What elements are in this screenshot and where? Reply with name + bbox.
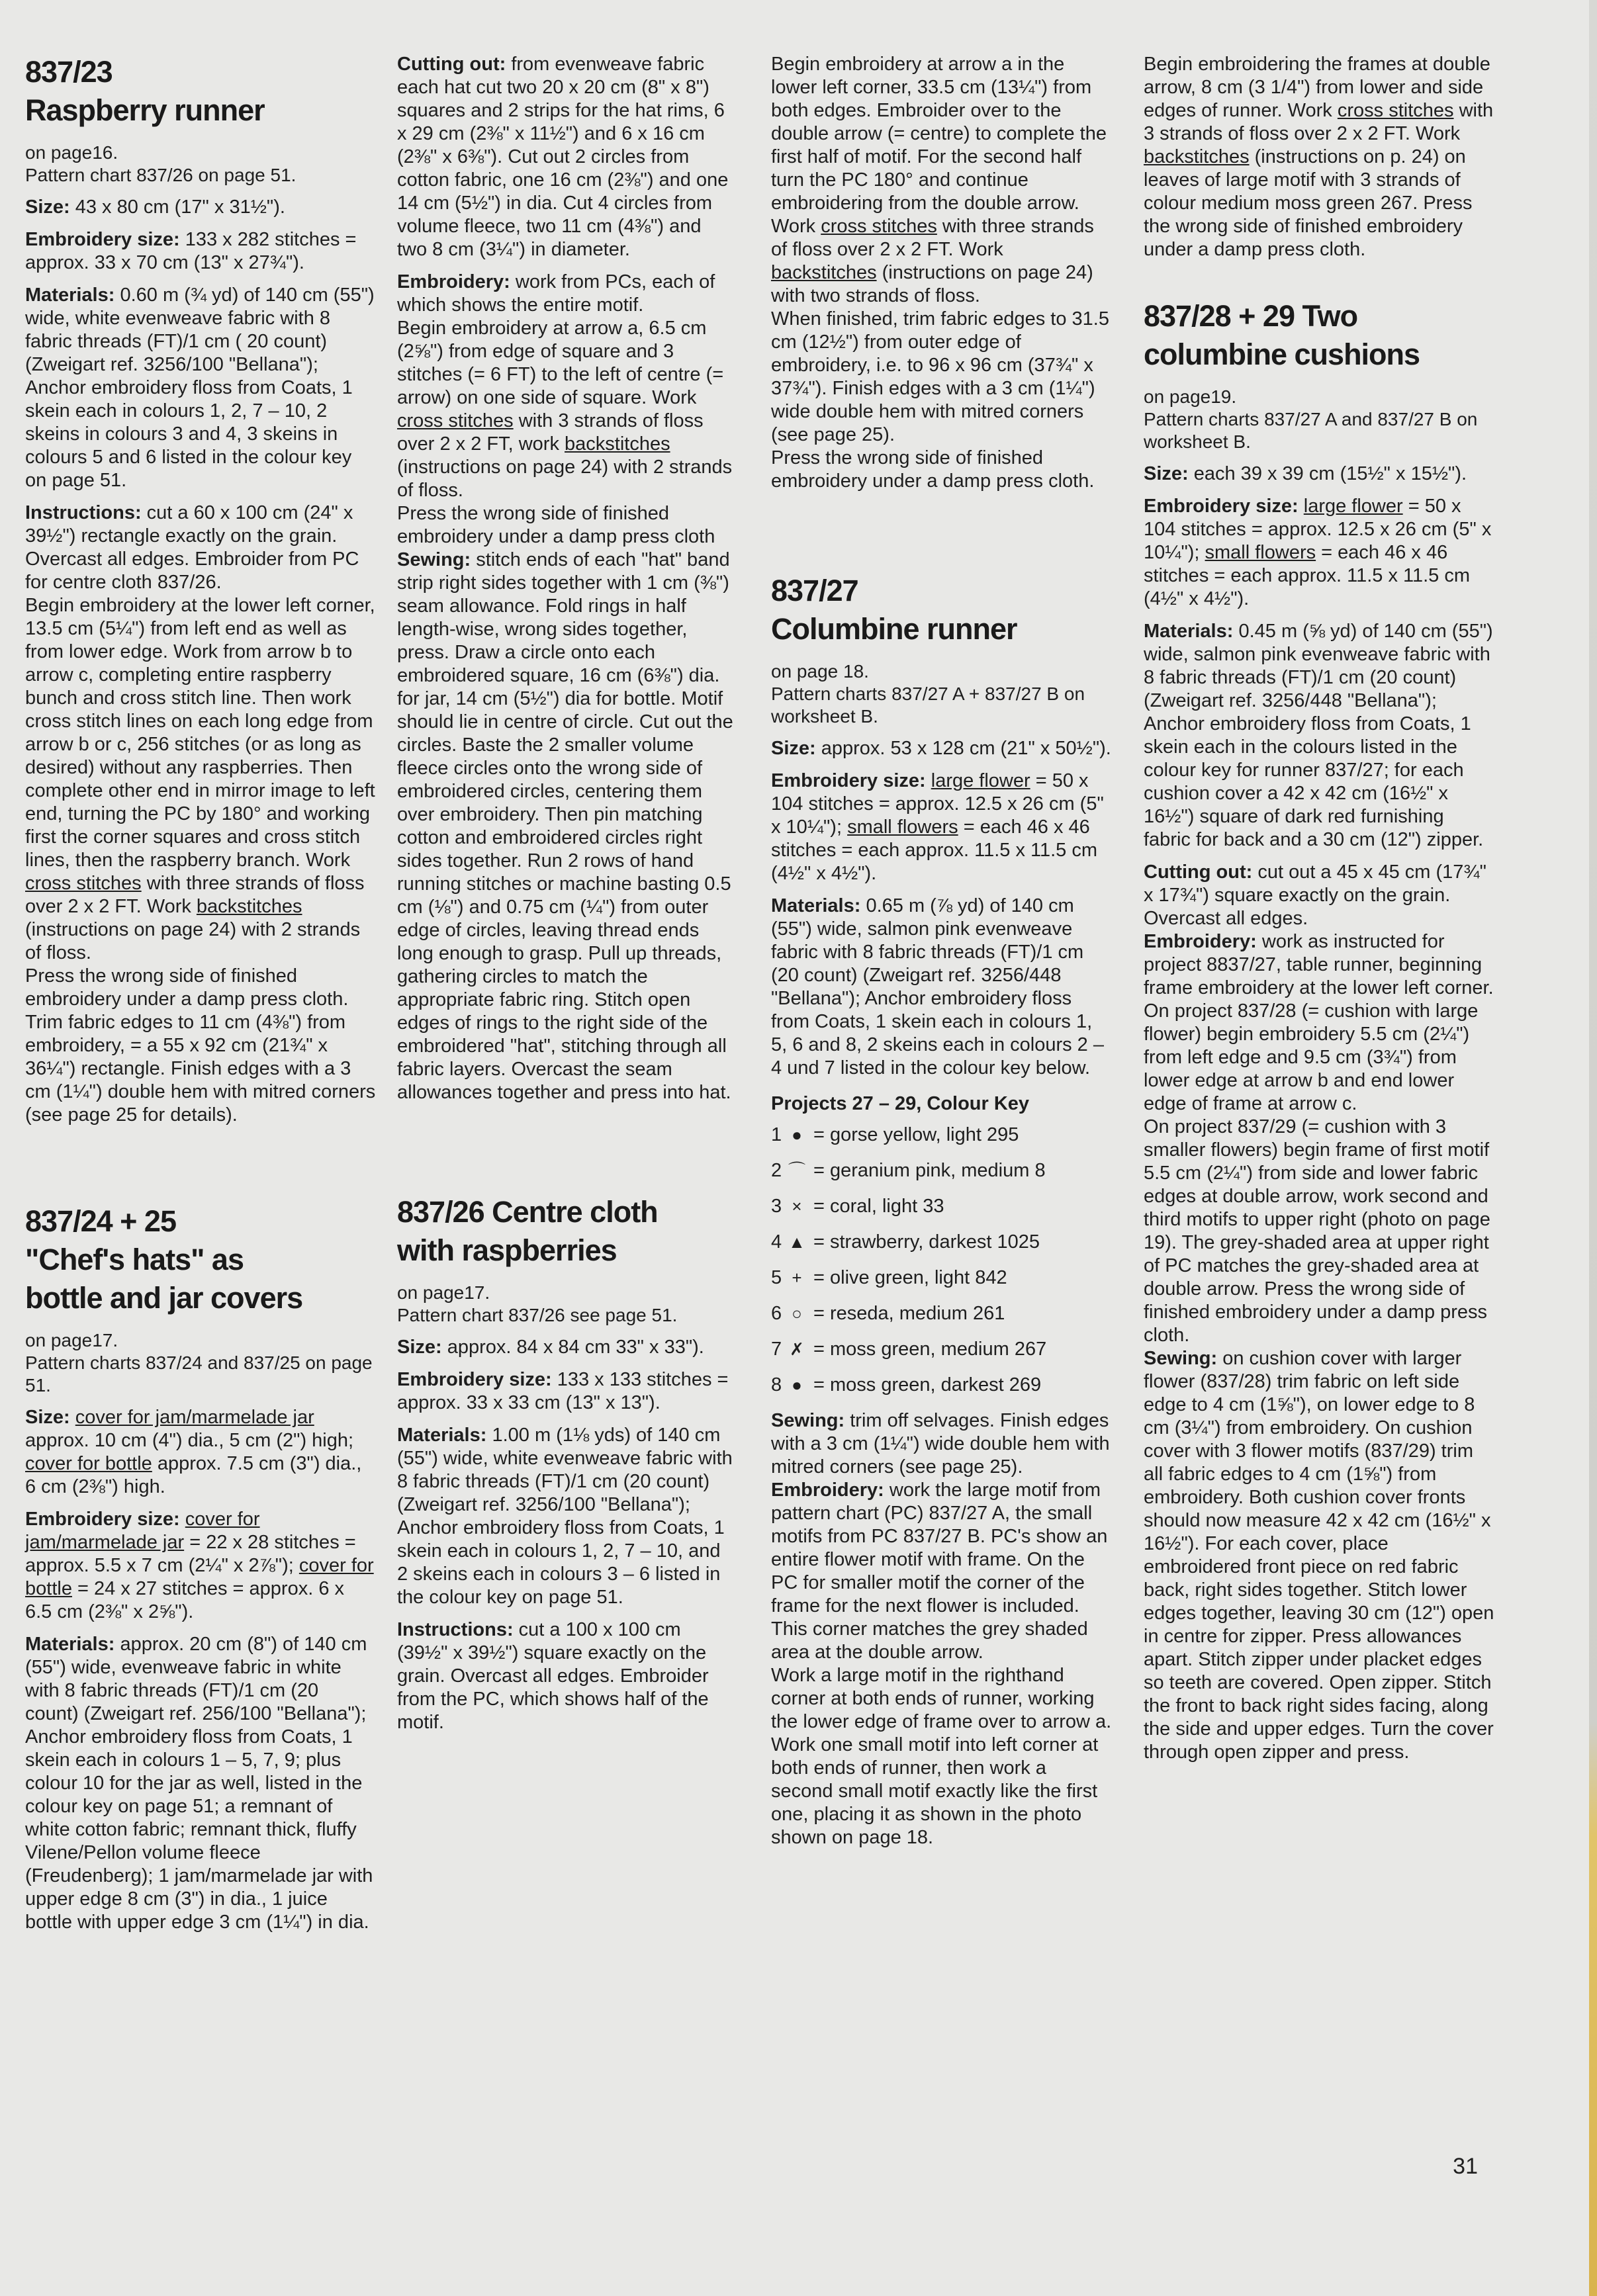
section-title: with raspberries bbox=[397, 1233, 617, 1267]
colour-number: 3 bbox=[771, 1196, 782, 1217]
section-code: 837/24 + 25 bbox=[25, 1204, 176, 1238]
section-837-26-heading bbox=[397, 1193, 735, 1270]
embroidery-size-line: Embroidery size: cover for jam/marmelade jar = 22 x 28 stitches = approx. 5.5 x 7 cm (2¼" x 2⅞"); cover for bottle = 24 x 27 stitches = approx. 6 x 6.5 cm (2⅜" x 2⅝"). bbox=[25, 1509, 374, 1622]
stitch-symbol-icon: ● bbox=[792, 1375, 802, 1395]
instructions-line bbox=[25, 502, 376, 594]
size-line: Size: approx. 53 x 128 cm (21" x 50½"). bbox=[771, 738, 1111, 759]
photo-page-ref: on page 18. bbox=[771, 661, 869, 682]
colour-key bbox=[771, 1124, 1112, 1397]
embroidery-line: Embroidery: work from PCs, each of which shows the entire motif. bbox=[397, 271, 715, 316]
page-number: 31 bbox=[1453, 2154, 1478, 2179]
colour-number: 1 bbox=[771, 1124, 782, 1145]
colour-description: = moss green, medium 267 bbox=[813, 1339, 1047, 1360]
embroidery-size-line: Embroidery size: large flower = 50 x 104 stitches = approx. 12.5 x 26 cm (5" x 10¼"); small flowers = each 46 x 46 stitches = each approx. 11.5 x 11.5 cm (4½" x 4½"). bbox=[1144, 496, 1492, 609]
colour-key-row bbox=[771, 1159, 1112, 1182]
stitch-symbol-icon: ⌒ bbox=[788, 1161, 805, 1180]
section-title: columbine cushions bbox=[1144, 337, 1420, 371]
section-title: Columbine runner bbox=[771, 612, 1017, 646]
size-line: Size: each 39 x 39 cm (15½" x 15½"). bbox=[1144, 463, 1467, 484]
cutting-out-line: Cutting out: from evenweave fabric each hat cut two 20 x 20 cm (8" x 8") squares and 2 strips for the hat rims, 6 x 29 cm (2⅜" x 11½") and 6 x 16 cm (2⅜" x 6⅜"). Cut out 2 circles from cotton fabric, one 16 cm (2⅜") and one 14 cm (5½") in dia. Cut 4 circles from volume fleece, two 11 cm (4⅜") and two 8 cm (3¼") in diameter. bbox=[397, 54, 729, 260]
colour-key-row bbox=[771, 1374, 1112, 1397]
photo-page-ref: on page17. bbox=[25, 1330, 118, 1350]
section-code: 837/23 bbox=[25, 55, 113, 89]
instructions-line: Instructions: cut a 100 x 100 cm (39½" x 39½") square exactly on the grain. Overcast all edges. Embroider from the PC, which shows half of the motif. bbox=[397, 1619, 709, 1733]
stitch-symbol-icon: ○ bbox=[792, 1303, 802, 1323]
paragraph: Begin embroidery at arrow a, 6.5 cm (2⅝") from edge of square and 3 stitches (= 6 FT) to the left of centre (= arrow) on one side of square. Work cross stitches with 3 strands of floss over 2 x 2 FT, work backstitches (instructions on page 24) with 2 strands of floss. bbox=[397, 318, 733, 501]
colour-number: 2 bbox=[771, 1160, 782, 1181]
materials-value: 0.60 m (¾ yd) of 140 cm (55") wide, white evenweave fabric with 8 fabric threads (FT)/1 cm ( 20 count) (Zweigart ref. 3256/100 "Bellana"); Anchor embroidery floss from Coats, 1 skein each in colours 1, 2, 7 – 10, 2 skeins in colours 3 and 4, 3 skeins in colours 5 and 6 listed in the colour key on page 51. bbox=[25, 285, 375, 491]
colour-key-row bbox=[771, 1338, 1112, 1361]
sewing-line: Sewing: on cushion cover with larger flower (837/28) trim fabric on left side edge to 4 cm (1⅝"), on lower edge to 8 cm (3¼") from embroidery. On cushion cover with 3 flower motifs (837/29) trim all fabric edges to 4 cm (1⅝") from embroidery. Both cushion cover fronts should now measure 42 x 42 cm (16½" x 16½"). For each cover, place embroidered front piece on red fabric back, right sides together. Stitch lower edges together, leaving 30 cm (12") open in centre for zipper. Press allowances apart. Stitch zipper under placket edges so teeth are covered. Open zipper. Stitch the front to back right sides facing, along the side and upper edges. Turn the cover through open zipper and press. bbox=[1144, 1348, 1494, 1763]
chart-ref: Pattern chart 837/26 see page 51. bbox=[397, 1305, 678, 1325]
stitch-symbol-icon: ● bbox=[792, 1125, 802, 1145]
paragraph: When finished, trim fabric edges to 31.5 cm (12½") from outer edge of embroidery, i.e. to 96 x 96 cm (37¾" x 37¾"). Finish edges with a 3 cm (1¼") wide double hem with mitred corners (see page 25). bbox=[771, 308, 1109, 445]
backstitches-term: backstitches bbox=[196, 896, 302, 917]
stitch-symbol-icon: ✗ bbox=[790, 1339, 804, 1359]
instructions-value: cut a 60 x 100 cm (24" x 39½") rectangle exactly on the grain. Overcast all edges. Embroider from PC for centre cloth 837/26. bbox=[25, 502, 359, 593]
colour-description: = geranium pink, medium 8 bbox=[813, 1160, 1046, 1181]
colour-description: = gorse yellow, light 295 bbox=[813, 1124, 1019, 1145]
materials-line: Materials: 1.00 m (1⅛ yds) of 140 cm (55") wide, white evenweave fabric with 8 fabric threads (FT)/1 cm (20 count) (Zweigart ref. 3256/100 "Bellana"); Anchor embroidery floss from Coats, 1 skein each in colours 1, 2, 7 – 10, and 2 skeins each in colours 3 – 6 listed in the colour key on page 51. bbox=[397, 1425, 733, 1608]
paragraph: Press the wrong side of finished embroidery under a damp press cloth bbox=[397, 503, 715, 547]
colour-number: 4 bbox=[771, 1231, 782, 1253]
column-4 bbox=[1144, 53, 1494, 1773]
embroidery-size-line bbox=[25, 228, 376, 275]
paragraph: Work cross stitches with three strands of floss over 2 x 2 FT. Work backstitches (instructions on page 24) with two strands of floss. bbox=[771, 216, 1094, 306]
sewing-line: Sewing: trim off selvages. Finish edges with a 3 cm (1¼") wide double hem with mitred corners (see page 25). bbox=[771, 1410, 1110, 1478]
colour-key-row bbox=[771, 1231, 1112, 1254]
embroidery-line: Embroidery: work the large motif from pattern chart (PC) 837/27 A, the small motifs from PC 837/27 B. PC's show an entire flower motif with frame. On the PC for smaller motif the corner of the frame for the next flower is included. This corner matches the grey shaded area at the double arrow. bbox=[771, 1479, 1108, 1663]
cross-stitches-term: cross stitches bbox=[25, 873, 142, 894]
paragraph: Begin embroidery at arrow a in the lower left corner, 33.5 cm (13¼") from both edges. Embroider over to the double arrow (= centre) to complete the first half of motif. For the second half turn the PC 180° and continue embroidering from the double arrow. bbox=[771, 54, 1107, 214]
colour-key-row bbox=[771, 1302, 1112, 1325]
section-code: 837/27 bbox=[771, 574, 858, 607]
section-title: 837/28 + 29 Two bbox=[1144, 299, 1358, 333]
paragraph: Begin embroidering the frames at double arrow, 8 cm (3 1/4") from lower and side edges of runner. Work cross stitches with 3 strands of floss over 2 x 2 FT. Work backstitches (instructions on p. 24) on leaves of large motif with 3 strands of colour medium moss green 267. Press the wrong side of finished embroidery under a damp press cloth. bbox=[1144, 54, 1494, 260]
chart-ref: Pattern charts 837/27 A and 837/27 B on worksheet B. bbox=[1144, 409, 1478, 452]
column-2 bbox=[397, 53, 735, 1744]
size-line: Size: approx. 84 x 84 cm 33" x 33"). bbox=[397, 1337, 704, 1358]
instructions-label: Instructions: bbox=[25, 502, 142, 523]
stitch-symbol-icon: ▲ bbox=[788, 1232, 805, 1252]
photo-page-ref: on page19. bbox=[1144, 386, 1237, 407]
embroidery-size-label: Embroidery size: bbox=[25, 229, 180, 250]
chart-ref: Pattern charts 837/27 A + 837/27 B on worksheet B. bbox=[771, 684, 1085, 727]
colour-key-row bbox=[771, 1266, 1112, 1290]
paragraph: Press the wrong side of finished embroidery under a damp press cloth. bbox=[771, 447, 1095, 492]
photo-page-ref: on page16. bbox=[25, 142, 118, 163]
paragraph: Work a large motif in the righthand corner at both ends of runner, working the lower edge of frame over to arrow a. Work one small motif into left corner at both ends of runner, then work a second small motif exactly like the first one, placing it as shown in the photo shown on page 18. bbox=[771, 1665, 1112, 1848]
section-title: Raspberry runner bbox=[25, 93, 265, 127]
materials-line: Materials: 0.45 m (⅝ yd) of 140 cm (55") wide, salmon pink evenweave fabric with 8 fabric threads (FT)/1 cm (20 count) (Zweigart ref. 3256/448 "Bellana"); Anchor embroidery floss from Coats, 1 skein each in the colours listed in the colour key for runner 837/27; for each cushion cover a 42 x 42 cm (16½" x 16½") square of dark red furnishing fabric for back and a 30 cm (12") zipper. bbox=[1144, 621, 1493, 850]
stitch-symbol-icon: × bbox=[792, 1196, 802, 1216]
colour-description: = coral, light 33 bbox=[813, 1196, 944, 1217]
materials-line bbox=[25, 284, 376, 492]
chart-ref: Pattern charts 837/24 and 837/25 on page 51. bbox=[25, 1352, 373, 1395]
section-title: "Chef's hats" as bbox=[25, 1243, 244, 1276]
colour-key-title: Projects 27 – 29, Colour Key bbox=[771, 1093, 1030, 1114]
embroidery-line: Embroidery: work as instructed for project 8837/27, table runner, beginning frame embroidery at the lower left corner. bbox=[1144, 931, 1494, 998]
paragraph: Begin embroidery at the lower left corner, 13.5 cm (5¼") from left end as well as from lower edge. Work from arrow b to arrow c, completing entire raspberry bunch and cross stitch line. Then work cross stitch lines on each long edge from arrow b or c, 256 stitches (or as long as desired) without any raspberries. Then complete other end in mirror image to left end, turning the PC by 180° and working first the corner squares and cross stitch lines, then the raspberry branch. Work cross stitches with three strands of floss over 2 x 2 FT. Work backstitches (instructions on page 24) with 2 strands of floss. bbox=[25, 595, 375, 963]
size-line bbox=[25, 196, 376, 219]
colour-number: 6 bbox=[771, 1303, 782, 1324]
stitch-symbol-icon: + bbox=[792, 1268, 802, 1288]
size-label: Size: bbox=[25, 197, 70, 218]
paragraph: Press the wrong side of finished embroidery under a damp press cloth. Trim fabric edges to 11 cm (4⅜") from embroidery, = a 55 x 92 cm (21¾" x 36¼") rectangle. Finish edges with a 3 cm (1¼") double hem with mitred corners (see page 25 for details). bbox=[25, 965, 376, 1126]
column-3 bbox=[771, 53, 1112, 1859]
colour-description: = reseda, medium 261 bbox=[813, 1303, 1005, 1324]
materials-line: Materials: 0.65 m (⅞ yd) of 140 cm (55") wide, salmon pink evenweave fabric with 8 fabric threads (FT)/1 cm (20 count) (Zweigart ref. 3256/448 "Bellana"); Anchor embroidery floss from Coats, 1 skein each in colours 1, 5, 6 and 8, 2 skeins each in colours 2 – 4 und 7 listed in the colour key below. bbox=[771, 895, 1104, 1079]
sewing-line: Sewing: stitch ends of each "hat" band strip right sides together with 1 cm (⅜") seam allowance. Fold rings in half length-wise, wrong sides together, press. Draw a circle onto each embroidered square, 16 cm (6⅜") dia. for jar, 14 cm (5½") dia for bottle. Motif should lie in centre of circle. Cut out the circles. Baste the 2 smaller volume fleece circles onto the wrong side of embroidered circles, centering them over embroidery. Then pin matching cotton and embroidered circles right sides together. Run 2 rows of hand running stitches or machine basting 0.5 cm (⅛") and 0.75 cm (¼") from outer edge of circles, leaving thread ends long enough to grasp. Pull up threads, gathering circles to match the appropriate fabric ring. Stitch open edges of rings to the right side of the embroidered "hat", stitching through all fabric layers. Overcast the seam allowances together and press into hat. bbox=[397, 549, 733, 1103]
cutting-out-line: Cutting out: cut out a 45 x 45 cm (17¾" x 17¾") square exactly on the grain. Overcast all edges. bbox=[1144, 861, 1486, 929]
colour-number: 5 bbox=[771, 1267, 782, 1288]
page-edge bbox=[1589, 0, 1597, 2296]
section-title: 837/26 Centre cloth bbox=[397, 1195, 658, 1229]
embroidery-size-value: 133 x 282 stitches = approx. 33 x 70 cm (13" x 27¾"). bbox=[25, 229, 357, 273]
section-837-23-heading bbox=[25, 53, 376, 130]
section-837-24-heading bbox=[25, 1202, 376, 1317]
colour-number: 8 bbox=[771, 1374, 782, 1395]
embroidery-size-line: Embroidery size: large flower = 50 x 104 stitches = approx. 12.5 x 26 cm (5" x 10¼"); small flowers = each 46 x 46 stitches = each approx. 11.5 x 11.5 cm (4½" x 4½"). bbox=[771, 770, 1104, 884]
colour-number: 7 bbox=[771, 1339, 782, 1360]
chart-ref: Pattern chart 837/26 on page 51. bbox=[25, 165, 297, 185]
colour-key-row bbox=[771, 1195, 1112, 1218]
materials-line: Materials: approx. 20 cm (8") of 140 cm (55") wide, evenweave fabric in white with 8 fabric threads (FT)/1 cm (20 count) (Zweigart ref. 256/100 "Bellana"); Anchor embroidery floss from Coats, 1 skein each in colours 1 – 5, 7, 9; plus colour 10 for the jar as well, listed in the colour key on page 51; a remnant of white cotton fabric; remnant thick, fluffy Vilene/Pellon volume fleece (Freudenberg); 1 jam/marmelade jar with upper edge 8 cm (3") in dia., 1 juice bottle with upper edge 3 cm (1¼") in dia. bbox=[25, 1634, 373, 1933]
photo-page-ref: on page17. bbox=[397, 1282, 490, 1303]
section-title: bottle and jar covers bbox=[25, 1281, 303, 1315]
colour-description: = moss green, darkest 269 bbox=[813, 1374, 1042, 1395]
materials-label: Materials: bbox=[25, 285, 115, 306]
column-1 bbox=[25, 53, 376, 1943]
paragraph: On project 837/28 (= cushion with large flower) begin embroidery 5.5 cm (2¼") from left edge and 9.5 cm (3¾") from lower edge at arrow b and end lower edge of frame at arrow c. bbox=[1144, 1000, 1479, 1114]
size-value: 43 x 80 cm (17" x 31½"). bbox=[69, 197, 285, 218]
colour-description: = strawberry, darkest 1025 bbox=[813, 1231, 1040, 1253]
section-837-27-heading bbox=[771, 572, 1112, 648]
paragraph: On project 837/29 (= cushion with 3 smaller flowers) begin frame of first motif 5.5 cm (2¼") from side and lower fabric edges at double arrow, work second and third motifs to upper right (photo on page 19). The grey-shaded area at upper right of PC matches the grey-shaded area at double arrow. Press the wrong side of finished embroidery under a damp press cloth. bbox=[1144, 1116, 1490, 1346]
size-line: Size: cover for jam/marmelade jar approx. 10 cm (4") dia., 5 cm (2") high; cover for bottle approx. 7.5 cm (3") dia., 6 cm (2⅜") high. bbox=[25, 1407, 362, 1497]
colour-key-row bbox=[771, 1124, 1112, 1147]
colour-description: = olive green, light 842 bbox=[813, 1267, 1007, 1288]
embroidery-size-line: Embroidery size: 133 x 133 stitches = approx. 33 x 33 cm (13" x 13"). bbox=[397, 1369, 729, 1413]
section-837-28-heading bbox=[1144, 297, 1494, 374]
